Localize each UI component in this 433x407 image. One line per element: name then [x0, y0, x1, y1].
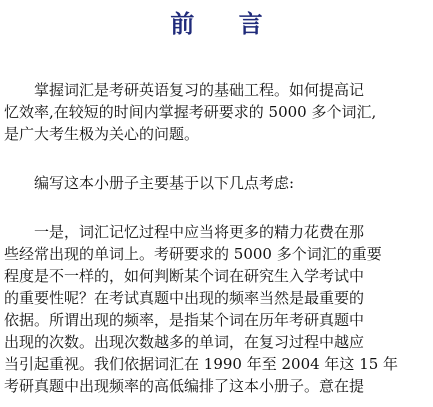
text-line: 考研真题中出现频率的高低编排了这本小册子。意在提	[4, 377, 365, 395]
text-line: 编写这本小册子主要基于以下几点考虑:	[4, 174, 295, 192]
text-line: 依据。所谓出现的频率，是指某个词在历年考研真题中	[4, 311, 365, 329]
text-line: 掌握词汇是考研英语复习的基础工程。如何提高记	[4, 81, 365, 99]
text-line: 程度是不一样的，如何判断某个词在研究生入学考试中	[4, 267, 365, 285]
text-line: 些经常出现的单词上。考研要求的 5000 多个词汇的重要	[4, 245, 382, 263]
paragraph-intro	[4, 79, 429, 145]
page-title: 前 言	[170, 9, 281, 38]
paragraph-point-one	[4, 221, 429, 397]
text-line: 当引起重视。我们依据词汇在 1990 年至 2004 年这 15 年	[4, 355, 399, 373]
text-line: 忆效率,在较短的时间内掌握考研要求的 5000 多个词汇,	[4, 103, 377, 121]
text-line: 是广大考生极为关心的问题。	[4, 125, 200, 143]
text-line: 出现的次数。出现次数越多的单词，在复习过程中越应	[4, 333, 365, 351]
paragraph-considerations	[4, 172, 429, 194]
text-line: 的重要性呢？在考试真题中出现的频率当然是最重要的	[4, 289, 365, 307]
text-line: 一是，词汇记忆过程中应当将更多的精力花费在那	[4, 223, 365, 241]
